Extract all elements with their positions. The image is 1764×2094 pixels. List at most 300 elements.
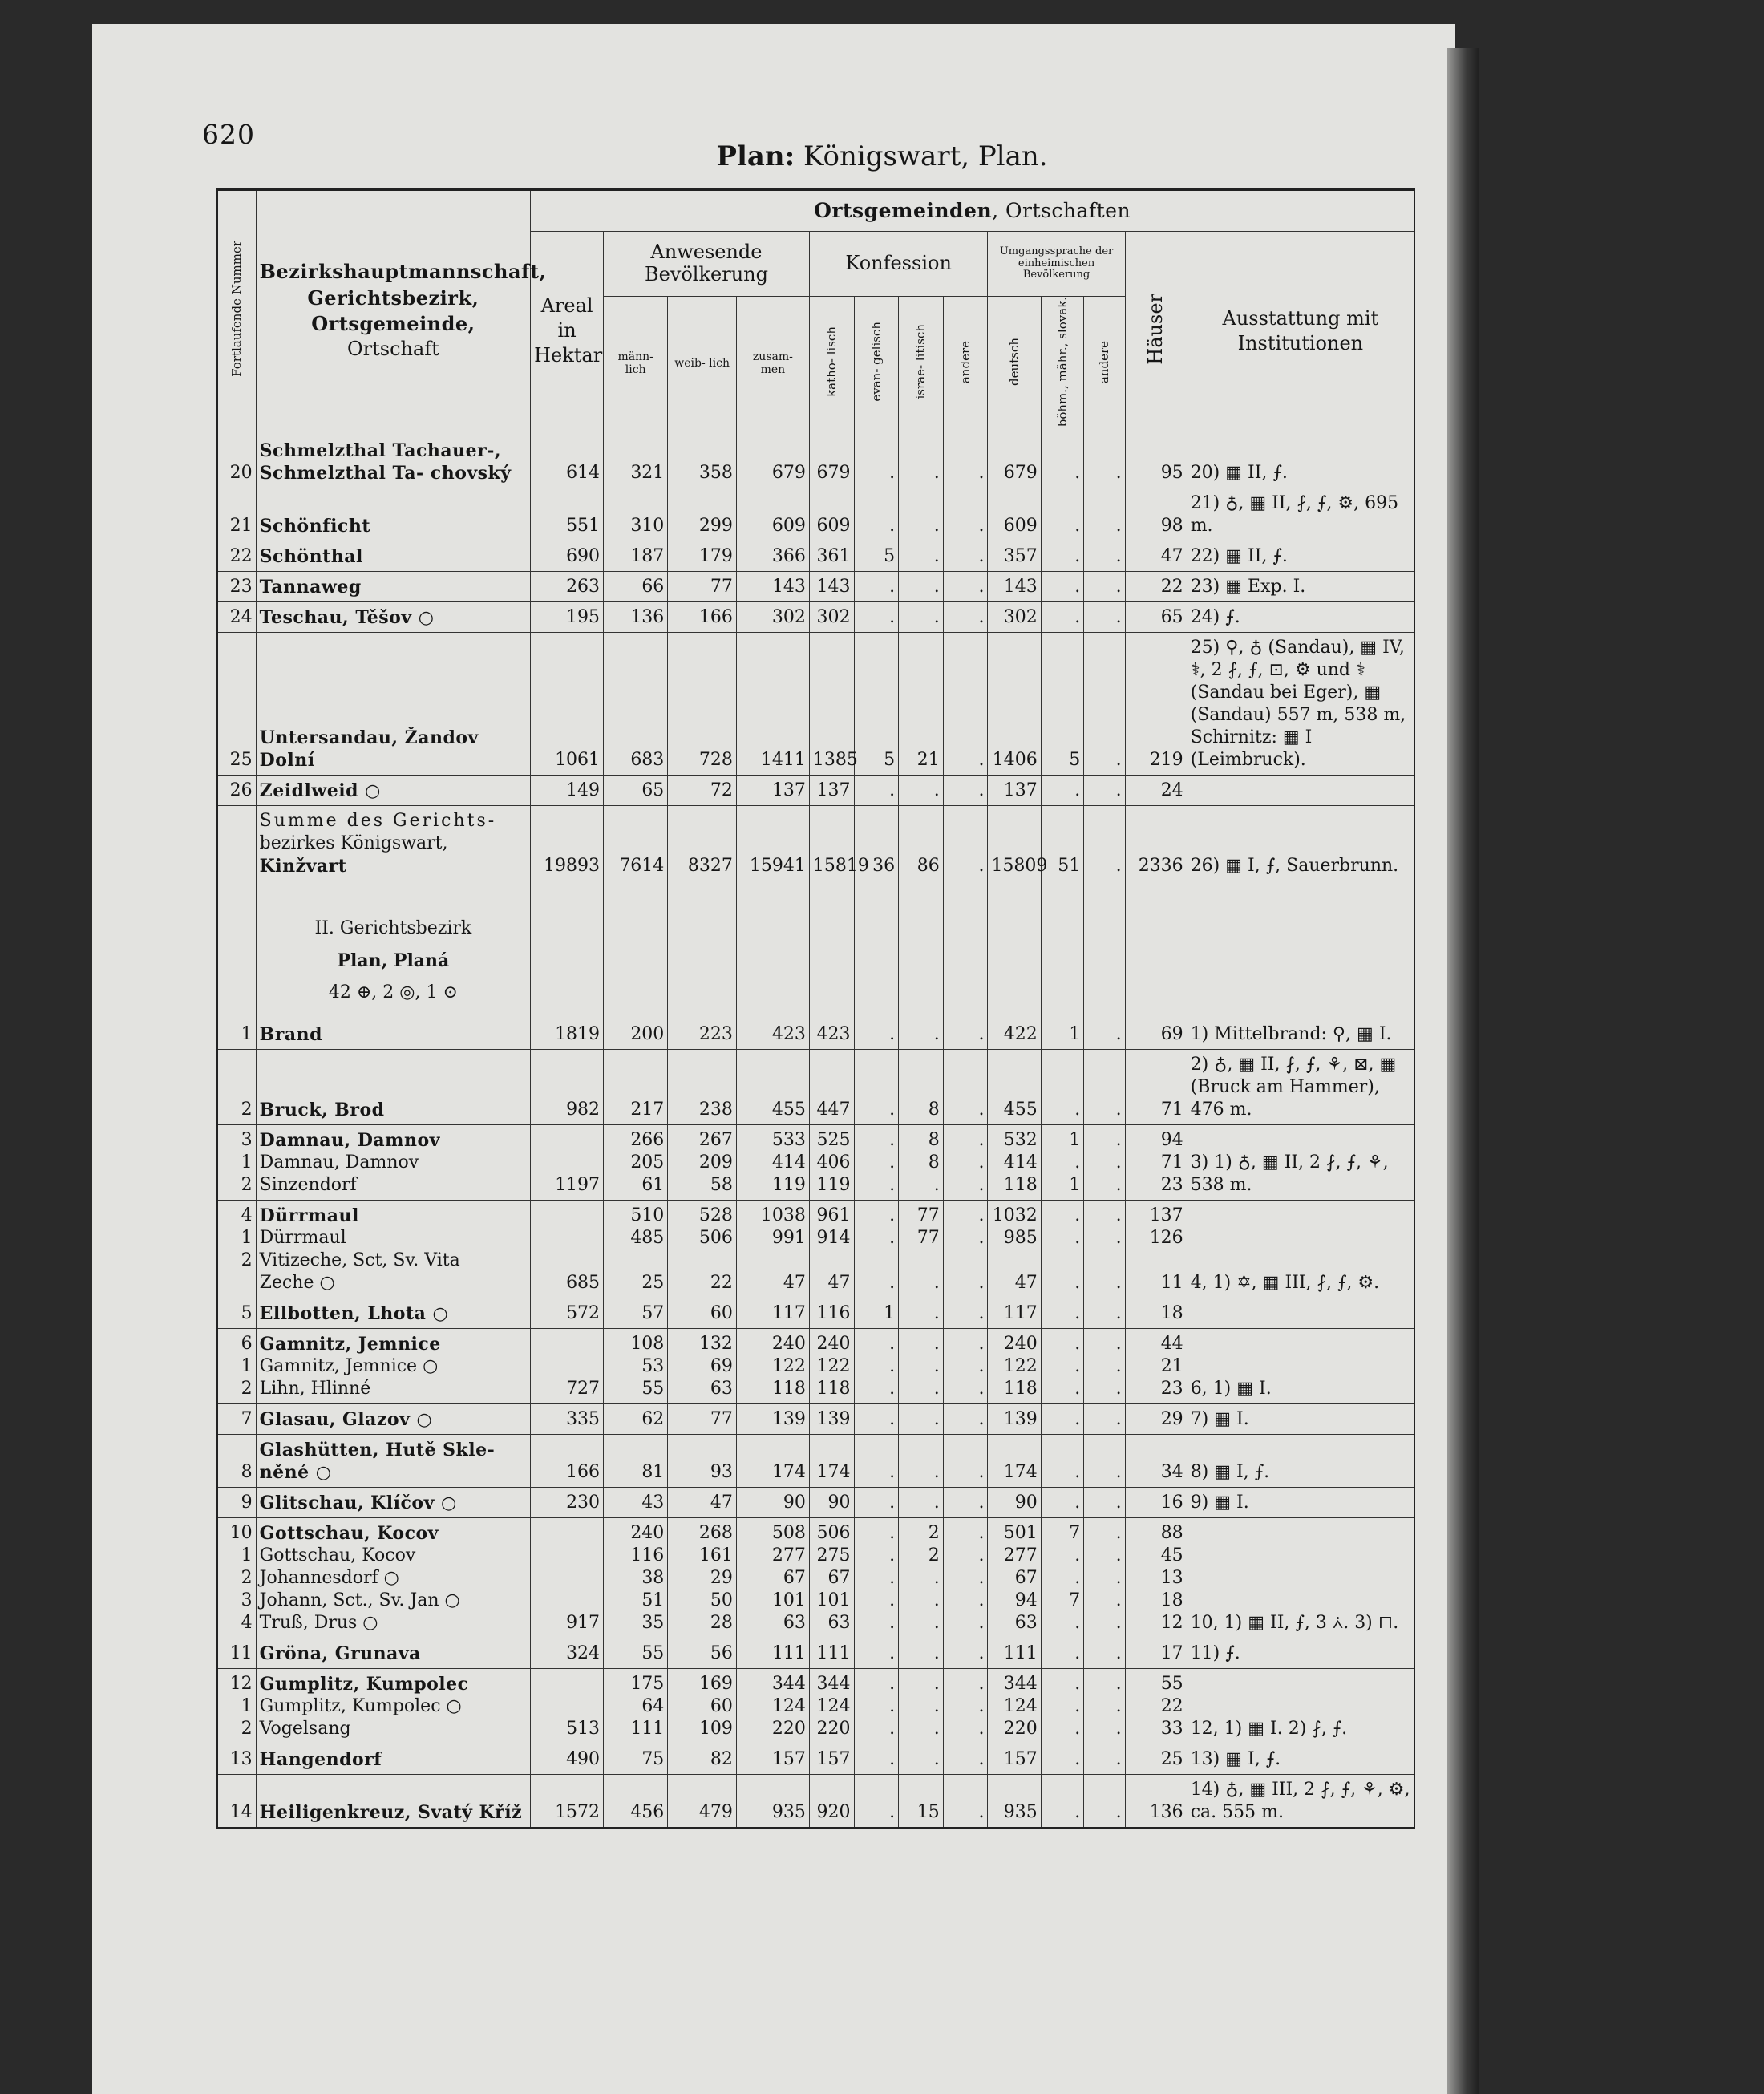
row-number	[217, 805, 256, 881]
place-name-line: Ellbotten, Lhota ○	[259, 1302, 449, 1324]
table-row	[217, 1434, 1414, 1487]
houses-count-value: 17	[1160, 1642, 1183, 1663]
houses-count-value: 71	[1160, 1099, 1183, 1120]
german-count	[988, 1124, 1041, 1200]
place-name	[256, 1744, 530, 1774]
male-count-value: 485	[630, 1227, 665, 1248]
female-count	[668, 1015, 737, 1050]
houses-count-value: 47	[1160, 545, 1183, 566]
male-count	[604, 1517, 668, 1638]
female-count-value	[671, 1250, 733, 1272]
other-confession-count-value: .	[978, 1023, 985, 1044]
other-language-count	[1084, 1200, 1125, 1298]
place-name	[256, 1638, 530, 1668]
other-language-count	[1084, 601, 1125, 632]
evangelical-count-value: 5	[884, 749, 896, 770]
running-title-bold: Plan:	[716, 140, 795, 172]
female-count-value: 77	[710, 576, 733, 597]
bohemian-count-value: .	[1074, 1205, 1081, 1225]
evangelical-count-value: .	[889, 462, 896, 483]
bohemian-count-value: .	[1074, 1748, 1081, 1769]
row-number-value: 10	[229, 1522, 253, 1543]
israelite-count-value: 2	[928, 1522, 940, 1543]
institutions-text: 25) ⚲, ♁ (Sandau), ▦ IV, ⚕, 2 ⨏, ⨍, ⊡, ⚙ und ⚕ (Sandau bei Eger), ▦ (Sandau) 557 m, 538 m, Schirnitz: ▦ I (Leimbruck).	[1190, 637, 1406, 770]
row-number-value: 21	[229, 515, 253, 536]
header-other-confession: andere	[943, 297, 988, 431]
bohemian-count	[1041, 805, 1084, 881]
female-count	[668, 541, 737, 571]
male-count	[604, 805, 668, 881]
evangelical-count	[854, 1328, 899, 1403]
other-confession-count-value: .	[978, 780, 985, 800]
german-count-value: 240	[1003, 1333, 1038, 1354]
area-hectare	[531, 805, 604, 881]
female-count	[668, 601, 737, 632]
houses-count	[1125, 1517, 1187, 1638]
other-confession-count-value: .	[978, 1748, 985, 1769]
german-count-value: 277	[1003, 1545, 1038, 1565]
area-hectare	[531, 1744, 604, 1774]
german-count	[988, 1774, 1041, 1828]
total-count	[736, 1124, 809, 1200]
other-language-count-value: .	[1115, 1355, 1122, 1376]
evangelical-count-value: .	[889, 1695, 896, 1716]
total-count	[736, 601, 809, 632]
other-language-count	[1084, 1328, 1125, 1403]
table-row	[217, 1774, 1414, 1828]
houses-count-value: 95	[1160, 462, 1183, 483]
israelite-count-value: .	[933, 576, 940, 597]
institutions	[1187, 1434, 1414, 1487]
total-count-value: 1038	[760, 1205, 806, 1225]
table-row	[217, 1668, 1414, 1744]
institutions	[1187, 1487, 1414, 1517]
place-name-line: Gottschau, Kocov	[259, 1522, 439, 1544]
israelite-count	[899, 1298, 944, 1328]
total-count-value: 117	[771, 1302, 806, 1323]
male-count	[604, 1298, 668, 1328]
place-name	[256, 431, 530, 488]
total-count	[736, 488, 809, 541]
total-count-value: 455	[771, 1099, 806, 1120]
evangelical-count-value: .	[889, 1748, 896, 1769]
area-hectare	[531, 541, 604, 571]
bohemian-count	[1041, 1668, 1084, 1744]
german-count-value: 220	[1003, 1718, 1038, 1739]
total-count-value: 508	[771, 1522, 806, 1543]
place-name-line: Bruck, Brod	[259, 1099, 385, 1120]
israelite-count-value: .	[933, 1174, 940, 1195]
female-count-value: 22	[710, 1272, 733, 1293]
bohemian-count-value: 7	[1069, 1590, 1081, 1610]
female-count-value: 169	[698, 1673, 733, 1694]
institutions	[1187, 1298, 1414, 1328]
area-hectare-value: 1819	[555, 1023, 601, 1044]
male-count-value: 205	[630, 1152, 665, 1173]
israelite-count	[899, 488, 944, 541]
evangelical-count	[854, 1049, 899, 1124]
houses-count	[1125, 431, 1187, 488]
catholic-count-value: 90	[827, 1492, 851, 1513]
catholic-count-value: 679	[816, 462, 851, 483]
houses-count	[1125, 1744, 1187, 1774]
female-count	[668, 431, 737, 488]
other-confession-count	[943, 1403, 988, 1434]
female-count-value: 50	[710, 1590, 733, 1610]
catholic-count-value: 143	[816, 576, 851, 597]
bohemian-count-value: .	[1074, 1461, 1081, 1482]
houses-count	[1125, 1015, 1187, 1050]
row-number-value: 2	[241, 1250, 253, 1270]
area-hectare	[531, 601, 604, 632]
header-area: Areal in Hektar	[531, 232, 604, 431]
other-language-count-value: .	[1115, 1227, 1122, 1248]
bohemian-count-value: .	[1074, 1333, 1081, 1354]
other-language-count-value: .	[1115, 749, 1122, 770]
institutions-text: 22) ▦ II, ⨍.	[1190, 545, 1288, 566]
german-count	[988, 1298, 1041, 1328]
total-count	[736, 1434, 809, 1487]
table-row	[217, 1403, 1414, 1434]
bohemian-count	[1041, 1403, 1084, 1434]
place-name-line: Glitschau, Klíčov ○	[259, 1492, 457, 1513]
other-confession-count-value: .	[978, 462, 985, 483]
bohemian-count	[1041, 1049, 1084, 1124]
row-number-value: 11	[229, 1642, 253, 1663]
female-count-value: 69	[710, 1355, 733, 1376]
area-hectare	[531, 1668, 604, 1744]
institutions	[1187, 601, 1414, 632]
houses-count-value: 45	[1160, 1545, 1183, 1565]
place-name-line: Zeche ○	[259, 1272, 335, 1293]
german-count	[988, 488, 1041, 541]
institutions-text: 8) ▦ I, ⨍.	[1190, 1461, 1270, 1482]
male-count-value: 35	[641, 1612, 665, 1633]
area-hectare	[531, 1200, 604, 1298]
institutions-text: 6, 1) ▦ I.	[1190, 1378, 1272, 1399]
male-count-value: 200	[630, 1023, 665, 1044]
other-confession-count-value: .	[978, 1642, 985, 1663]
evangelical-count-value: .	[889, 576, 896, 597]
place-name-line: Gumplitz, Kumpolec	[259, 1673, 469, 1695]
israelite-count	[899, 1487, 944, 1517]
area-hectare	[531, 1638, 604, 1668]
place-name-line: Teschau, Těšov ○	[259, 606, 435, 628]
other-confession-count-value: .	[978, 1522, 985, 1543]
german-count-value: 118	[1003, 1378, 1038, 1399]
place-name-line: Heiligenkreuz, Svatý Kříž	[259, 1801, 523, 1823]
german-count	[988, 541, 1041, 571]
table-body-a	[217, 431, 1414, 881]
israelite-count-value: .	[933, 1567, 940, 1588]
male-count-value: 321	[630, 462, 665, 483]
female-count-value: 223	[698, 1023, 733, 1044]
place-name-line: Untersandau, Žandov Dolní	[259, 727, 479, 771]
total-count	[736, 571, 809, 601]
israelite-count	[899, 1403, 944, 1434]
area-hectare-value: 490	[566, 1748, 601, 1769]
total-count	[736, 775, 809, 805]
catholic-count-value: 122	[816, 1355, 851, 1376]
evangelical-count-value: .	[889, 1545, 896, 1565]
table-row	[217, 1124, 1414, 1200]
catholic-count-value: 447	[816, 1099, 851, 1120]
male-count-value: 51	[641, 1590, 665, 1610]
other-language-count	[1084, 1049, 1125, 1124]
houses-count-value: 34	[1160, 1461, 1183, 1482]
houses-count-value: 2336	[1138, 855, 1183, 876]
row-number	[217, 1015, 256, 1050]
institutions-text: 14) ♁, ▦ III, 2 ⨏, ⨍, ⚘, ⚙, ca. 555 m.	[1190, 1779, 1410, 1822]
total-count-value: 157	[771, 1748, 806, 1769]
header-population: Anwesende Bevölkerung	[604, 232, 810, 297]
german-count-value: 174	[1003, 1461, 1038, 1482]
catholic-count-value: 1385	[812, 749, 858, 770]
table-row	[217, 1638, 1414, 1668]
section-heading-row	[217, 881, 1414, 1015]
header-male: männ- lich	[604, 297, 668, 431]
institutions-text: 13) ▦ I, ⨍.	[1190, 1748, 1281, 1769]
catholic-count-value: 914	[816, 1227, 851, 1248]
german-count	[988, 1015, 1041, 1050]
catholic-count-value: 275	[816, 1545, 851, 1565]
evangelical-count-value: .	[889, 1174, 896, 1195]
total-count-value: 302	[771, 606, 806, 627]
other-language-count-value: .	[1115, 606, 1122, 627]
german-count	[988, 1049, 1041, 1124]
israelite-count-value: .	[933, 780, 940, 800]
israelite-count	[899, 1200, 944, 1298]
table-row	[217, 488, 1414, 541]
other-language-count-value: .	[1115, 1612, 1122, 1633]
israelite-count	[899, 1434, 944, 1487]
houses-count-value: 55	[1160, 1673, 1183, 1694]
german-count-value: 414	[1003, 1152, 1038, 1173]
catholic-count	[809, 775, 854, 805]
male-count-value	[607, 1250, 664, 1272]
other-language-count-value: .	[1115, 1718, 1122, 1739]
female-count-value: 29	[710, 1567, 733, 1588]
german-count-value: 117	[1003, 1302, 1038, 1323]
table-row	[217, 1517, 1414, 1638]
other-confession-count-value: .	[978, 606, 985, 627]
area-hectare-value: 1197	[555, 1174, 601, 1195]
other-language-count-value: .	[1115, 1023, 1122, 1044]
other-language-count-value: .	[1115, 545, 1122, 566]
institutions-text: 2) ♁, ▦ II, ⨏, ⨍, ⚘, ⊠, ▦ (Bruck am Hammer), 476 m.	[1190, 1054, 1397, 1120]
catholic-count	[809, 1774, 854, 1828]
israelite-count	[899, 431, 944, 488]
area-hectare-value: 614	[566, 462, 601, 483]
bohemian-count-value: 5	[1069, 749, 1081, 770]
german-count-value	[991, 1250, 1037, 1272]
evangelical-count-value: 5	[884, 545, 896, 566]
bohemian-count	[1041, 1638, 1084, 1668]
row-number	[217, 1517, 256, 1638]
bohemian-count	[1041, 1124, 1084, 1200]
catholic-count-value: 137	[816, 780, 851, 800]
female-count-value: 8327	[687, 855, 733, 876]
male-count	[604, 1403, 668, 1434]
other-confession-count	[943, 1668, 988, 1744]
houses-count-value: 22	[1160, 576, 1183, 597]
total-count	[736, 1403, 809, 1434]
area-hectare-value: 982	[566, 1099, 601, 1120]
female-count	[668, 1774, 737, 1828]
place-name-line: Summe des Gerichts-	[259, 810, 497, 831]
female-count-value: 47	[710, 1492, 733, 1513]
german-count-value: 124	[1003, 1695, 1038, 1716]
institutions	[1187, 1517, 1414, 1638]
catholic-count-value: 920	[816, 1801, 851, 1822]
israelite-count	[899, 775, 944, 805]
male-count-value: 240	[630, 1522, 665, 1543]
other-confession-count-value: .	[978, 1612, 985, 1633]
place-name-line: Sinzendorf	[259, 1174, 357, 1195]
houses-count	[1125, 1403, 1187, 1434]
catholic-count	[809, 1434, 854, 1487]
table-row	[217, 1015, 1414, 1050]
female-count-value: 93	[710, 1461, 733, 1482]
place-name-line: Gamnitz, Jemnice	[259, 1333, 441, 1355]
houses-count-value: 219	[1149, 749, 1183, 770]
area-hectare	[531, 1517, 604, 1638]
evangelical-count	[854, 1487, 899, 1517]
header-bohemian: böhm., mähr., slovak.	[1041, 297, 1084, 431]
institutions	[1187, 1015, 1414, 1050]
total-count	[736, 1049, 809, 1124]
total-count	[736, 1774, 809, 1828]
total-count	[736, 431, 809, 488]
row-number-value: 25	[229, 749, 253, 770]
total-count-value: 240	[771, 1333, 806, 1354]
place-name-line: Schönficht	[259, 515, 370, 537]
institutions	[1187, 431, 1414, 488]
other-language-count-value: .	[1115, 1408, 1122, 1429]
table-row	[217, 571, 1414, 601]
israelite-count-value: .	[933, 545, 940, 566]
bohemian-count	[1041, 1774, 1084, 1828]
evangelical-count-value: .	[889, 1522, 896, 1543]
houses-count-value: 12	[1160, 1612, 1183, 1633]
male-count	[604, 1434, 668, 1487]
row-number	[217, 431, 256, 488]
place-name	[256, 775, 530, 805]
other-language-count	[1084, 1015, 1125, 1050]
total-count-value: 366	[771, 545, 806, 566]
male-count-value: 456	[630, 1801, 665, 1822]
catholic-count-value: 116	[816, 1302, 851, 1323]
other-confession-count-value: .	[978, 1205, 985, 1225]
place-name	[256, 1668, 530, 1744]
israelite-count-value: .	[933, 1272, 940, 1293]
bohemian-count-value: .	[1074, 606, 1081, 627]
institutions	[1187, 805, 1414, 881]
area-hectare-value: 149	[566, 780, 601, 800]
evangelical-count-value: .	[889, 1612, 896, 1633]
female-count-value: 179	[698, 545, 733, 566]
catholic-count	[809, 1487, 854, 1517]
other-language-count-value: .	[1115, 1545, 1122, 1565]
evangelical-count-value: .	[889, 1642, 896, 1663]
other-language-count	[1084, 775, 1125, 805]
other-confession-count-value: .	[978, 1129, 985, 1150]
catholic-count-value: 344	[816, 1673, 851, 1694]
other-confession-count	[943, 488, 988, 541]
other-language-count-value: .	[1115, 1461, 1122, 1482]
institutions-text: 10, 1) ▦ II, ⨍, 3 ⩑. 3) ⊓.	[1190, 1612, 1399, 1633]
houses-count	[1125, 541, 1187, 571]
bohemian-count-value: 51	[1058, 855, 1081, 876]
institutions	[1187, 1638, 1414, 1668]
header-running-number: Fortlaufende Nummer	[217, 190, 256, 431]
running-title	[0, 140, 1764, 172]
male-count-value: 217	[630, 1099, 665, 1120]
bohemian-count-value: 7	[1069, 1522, 1081, 1543]
other-language-count	[1084, 632, 1125, 775]
other-confession-count-value: .	[978, 1152, 985, 1173]
place-name	[256, 1124, 530, 1200]
other-confession-count-value: .	[978, 1302, 985, 1323]
other-language-count-value: .	[1115, 462, 1122, 483]
german-count-value: 94	[1014, 1590, 1038, 1610]
evangelical-count-value: .	[889, 1378, 896, 1399]
female-count-value: 60	[710, 1695, 733, 1716]
total-count-value: 277	[771, 1545, 806, 1565]
israelite-count	[899, 1328, 944, 1403]
row-number-value: 2	[241, 1174, 253, 1195]
bohemian-count	[1041, 1328, 1084, 1403]
israelite-count-value: .	[933, 1355, 940, 1376]
bohemian-count	[1041, 431, 1084, 488]
houses-count	[1125, 1638, 1187, 1668]
header-other-language: andere	[1084, 297, 1125, 431]
other-confession-count	[943, 1124, 988, 1200]
area-hectare	[531, 1487, 604, 1517]
place-name-line: Gröna, Grunava	[259, 1642, 421, 1664]
evangelical-count	[854, 1124, 899, 1200]
bohemian-count-value: 1	[1069, 1129, 1081, 1150]
place-name-line: Hangendorf	[259, 1748, 382, 1770]
houses-count-value: 44	[1160, 1333, 1183, 1354]
other-language-count	[1084, 1434, 1125, 1487]
israelite-count-value: .	[933, 606, 940, 627]
catholic-count-value: 302	[816, 606, 851, 627]
row-number-value: 2	[241, 1099, 253, 1120]
evangelical-count	[854, 632, 899, 775]
german-count-value: 63	[1014, 1612, 1038, 1633]
row-number	[217, 1328, 256, 1403]
catholic-count-value: 220	[816, 1718, 851, 1739]
female-count	[668, 1638, 737, 1668]
other-language-count	[1084, 488, 1125, 541]
evangelical-count-value: .	[889, 780, 896, 800]
place-name	[256, 1403, 530, 1434]
total-count-value: 137	[771, 780, 806, 800]
german-count-value: 118	[1003, 1174, 1038, 1195]
place-name	[256, 1774, 530, 1828]
male-count	[604, 431, 668, 488]
table-row	[217, 1487, 1414, 1517]
row-number-value: 13	[229, 1748, 253, 1769]
other-confession-count-value: .	[978, 1545, 985, 1565]
area-hectare-value: 19893	[544, 855, 601, 876]
houses-count-value: 24	[1160, 780, 1183, 800]
evangelical-count-value: 1	[884, 1302, 896, 1323]
area-hectare-value: 513	[566, 1718, 601, 1739]
evangelical-count-value: .	[889, 1227, 896, 1248]
israelite-count-value: .	[933, 1695, 940, 1716]
